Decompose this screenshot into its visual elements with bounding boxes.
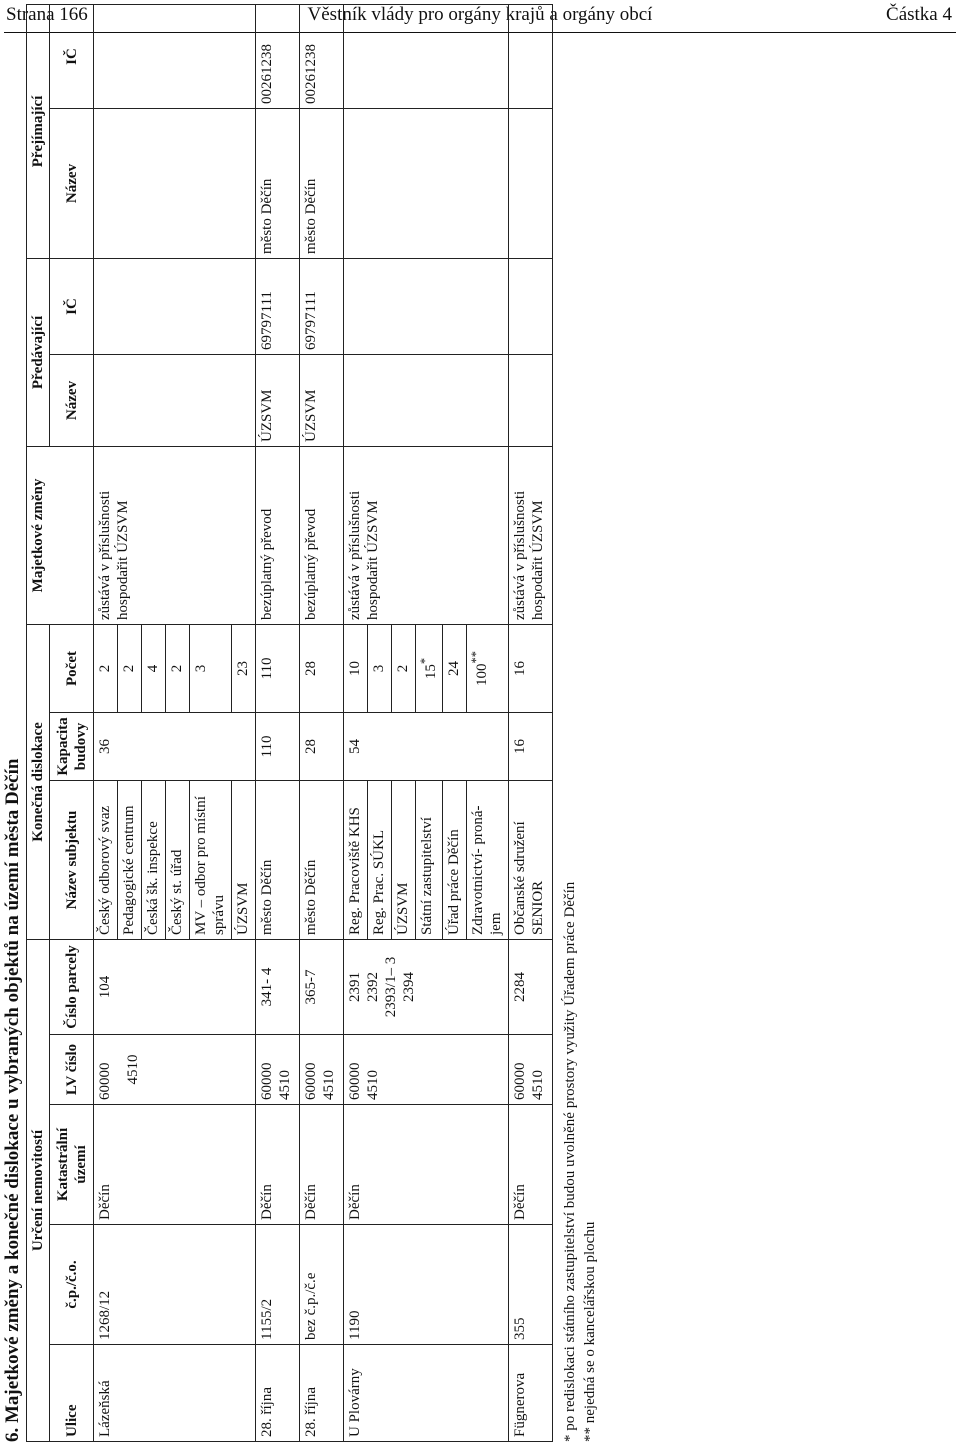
cell-subject: ÚZSVM bbox=[392, 781, 416, 940]
lv-number: 60000 bbox=[259, 1062, 275, 1100]
cell-ulice: 28. října bbox=[256, 1345, 300, 1442]
cell-subject: Český odborový svaz bbox=[94, 781, 118, 940]
col-header-prej-ic: IČ bbox=[50, 4, 94, 108]
parcel-number: 2391 bbox=[347, 972, 363, 1002]
cell-count: 3 bbox=[190, 624, 232, 712]
cell-majetkove: bezúplatný převod bbox=[300, 446, 344, 624]
table-row bbox=[256, 4, 300, 1441]
cell-pred-ic: 69797111 bbox=[300, 258, 344, 354]
lv-number-2: 4510 bbox=[277, 1070, 293, 1100]
cell-pred-ic: 69797111 bbox=[256, 258, 300, 354]
group-header-prejimajici: Přejímající bbox=[27, 4, 50, 258]
parcel-number: 2394 bbox=[401, 972, 417, 1002]
cell-subject: Česká šk. inspekce bbox=[142, 781, 166, 940]
cell-count: 2 bbox=[118, 624, 142, 712]
cell-count: 10 bbox=[344, 624, 368, 712]
col-header-ulice: Ulice bbox=[50, 1345, 94, 1442]
cell-subject: Úřad práce Děčín bbox=[443, 781, 467, 940]
publication-title: Věstník vlády pro orgány krajů a orgány obcí bbox=[307, 4, 653, 25]
cell-subject: Reg. Prac. SÚKL bbox=[368, 781, 392, 940]
lv-number: 60000 bbox=[97, 1062, 113, 1100]
cell-parcela: 341- 4 bbox=[256, 940, 300, 1035]
group-header-konecna: Konečná dislokace bbox=[27, 624, 50, 939]
cell-prej-ic bbox=[344, 4, 509, 108]
lv-number: 60000 bbox=[512, 1062, 528, 1100]
cell-prej-nazev bbox=[94, 108, 256, 258]
col-header-nazev-subjektu: Název subjektu bbox=[50, 781, 94, 940]
col-header-lv: LV číslo bbox=[50, 1035, 94, 1105]
col-header-cp: č.p./č.o. bbox=[50, 1225, 94, 1345]
cell-kapacita: 36 bbox=[94, 713, 256, 781]
cell-pred-nazev bbox=[94, 354, 256, 446]
cell-lv bbox=[300, 1035, 344, 1105]
cell-subject: město Děčín bbox=[300, 781, 344, 940]
cell-ulice: 28. října bbox=[300, 1345, 344, 1442]
col-header-parcela: Číslo parcely bbox=[50, 940, 94, 1035]
cell-count: 3 bbox=[368, 624, 392, 712]
cell-prej-nazev: město Děčín bbox=[256, 108, 300, 258]
cell-cp: 1190 bbox=[344, 1225, 509, 1345]
cell-subject: Občanské sdružení SENIOR bbox=[509, 781, 553, 940]
col-header-katastr: Katastrální území bbox=[50, 1105, 94, 1225]
cell-prej-nazev bbox=[344, 108, 509, 258]
cell-prej-nazev bbox=[509, 108, 553, 258]
table-row bbox=[509, 4, 553, 1441]
cell-katastr: Děčín bbox=[300, 1105, 344, 1225]
cell-cp: bez č.p./č.e bbox=[300, 1225, 344, 1345]
cell-ulice: Lázeňská bbox=[94, 1345, 256, 1442]
cell-subject: Zdravotnictví- proná-jem bbox=[467, 781, 509, 940]
issue-number: Částka 4 bbox=[886, 4, 952, 25]
cell-pred-ic bbox=[509, 258, 553, 354]
group-header-urceni: Určení nemovitostí bbox=[27, 940, 50, 1442]
cell-pred-nazev bbox=[509, 354, 553, 446]
cell-prej-ic bbox=[509, 4, 553, 108]
cell-majetkove: zůstává v příslušnosti hospodařit ÚZSVM bbox=[344, 446, 509, 624]
cell-kapacita: 110 bbox=[256, 713, 300, 781]
cell-ulice: U Plovárny bbox=[344, 1345, 509, 1442]
cell-subject: Český st. úřad bbox=[166, 781, 190, 940]
page-number: Strana 166 bbox=[6, 4, 88, 25]
cell-count bbox=[467, 624, 509, 712]
cell-count: 2 bbox=[166, 624, 190, 712]
cell-subject: Reg. Pracoviště KHS bbox=[344, 781, 368, 940]
cell-kapacita: 16 bbox=[509, 713, 553, 781]
group-header-majetkove: Majetkové změny bbox=[27, 446, 94, 624]
cell-subject: Státní zastupitelství bbox=[416, 781, 443, 940]
cell-cp: 1155/2 bbox=[256, 1225, 300, 1345]
cell-katastr: Děčín bbox=[344, 1105, 509, 1225]
table-row bbox=[300, 4, 344, 1441]
cell-majetkove: zůstává v příslušnosti hospodařit ÚZSVM bbox=[509, 446, 553, 624]
parcel-number: 2393/1– 3 bbox=[383, 956, 399, 1018]
col-header-pred-ic: IČ bbox=[50, 258, 94, 354]
col-header-prej-nazev: Název bbox=[50, 108, 94, 258]
cell-subject: ÚZSVM bbox=[232, 781, 256, 940]
cell-prej-ic: 00261238 bbox=[300, 4, 344, 108]
count-value: 100 bbox=[474, 663, 490, 686]
count-value: 15 bbox=[423, 664, 439, 680]
cell-count: 28 bbox=[300, 624, 344, 712]
cell-katastr: Děčín bbox=[256, 1105, 300, 1225]
cell-count: 2 bbox=[94, 624, 118, 712]
cell-lv bbox=[256, 1035, 300, 1105]
cell-pred-ic bbox=[344, 258, 509, 354]
cell-cp: 1268/12 bbox=[94, 1225, 256, 1345]
lv-number: 60000 bbox=[347, 1062, 363, 1100]
footnote-1: * po redislokaci státního zastupitelství budou uvolněné prostory využity Úřadem práce Děčín bbox=[562, 881, 578, 1442]
cell-prej-nazev: město Děčín bbox=[300, 108, 344, 258]
cell-lv bbox=[94, 1035, 256, 1105]
cell-lv bbox=[509, 1035, 553, 1105]
cell-parcela: 365-7 bbox=[300, 940, 344, 1035]
cell-majetkove: bezúplatný převod bbox=[256, 446, 300, 624]
section-title: 6. Majetkové změny a konečné dislokace u vybraných objektů na území města Děčín bbox=[2, 758, 23, 1442]
lv-number-2: 4510 bbox=[321, 1070, 337, 1100]
cell-count: 23 bbox=[232, 624, 256, 712]
cell-kapacita: 28 bbox=[300, 713, 344, 781]
cell-prej-ic: 00261238 bbox=[256, 4, 300, 108]
cell-majetkove: zůstává v příslušnosti hospodařit ÚZSVM bbox=[94, 446, 256, 624]
cell-lv bbox=[344, 1035, 509, 1105]
cell-pred-nazev bbox=[344, 354, 509, 446]
cell-ulice: Fügnerova bbox=[509, 1345, 553, 1442]
dislocation-table bbox=[26, 4, 553, 1442]
footnote-2: ** nejedná se o kancelářskou plochu bbox=[582, 1221, 598, 1442]
cell-kapacita: 54 bbox=[344, 713, 509, 781]
cell-count: 24 bbox=[443, 624, 467, 712]
table-row bbox=[344, 4, 368, 1441]
cell-pred-ic bbox=[94, 258, 256, 354]
cell-prej-ic bbox=[94, 4, 256, 108]
rotated-content bbox=[0, 42, 620, 1442]
count-footnote-mark: * bbox=[418, 657, 432, 665]
parcel-number: 2392 bbox=[365, 972, 381, 1002]
cell-parcela: 2284 bbox=[509, 940, 553, 1035]
col-header-kapacita: Kapacita budovy bbox=[50, 713, 94, 781]
cell-subject: město Děčín bbox=[256, 781, 300, 940]
cell-subject: MV – odbor pro místní správu bbox=[190, 781, 232, 940]
cell-subject: Pedagogické centrum bbox=[118, 781, 142, 940]
cell-katastr: Děčín bbox=[94, 1105, 256, 1225]
lv-number-2: 4510 bbox=[125, 1054, 141, 1085]
col-header-pocet: Počet bbox=[50, 624, 94, 712]
cell-count: 2 bbox=[392, 624, 416, 712]
cell-count bbox=[416, 624, 443, 712]
cell-pred-nazev: ÚZSVM bbox=[300, 354, 344, 446]
lv-number: 60000 bbox=[303, 1062, 319, 1100]
lv-number-2: 4510 bbox=[530, 1070, 546, 1100]
group-header-predavajici: Předávající bbox=[27, 258, 50, 446]
cell-cp: 355 bbox=[509, 1225, 553, 1345]
cell-parcela bbox=[344, 940, 509, 1035]
cell-parcela: 104 bbox=[94, 940, 256, 1035]
cell-count: 110 bbox=[256, 624, 300, 712]
count-footnote-mark: ** bbox=[469, 651, 483, 664]
cell-count: 4 bbox=[142, 624, 166, 712]
cell-count: 16 bbox=[509, 624, 553, 712]
cell-pred-nazev: ÚZSVM bbox=[256, 354, 300, 446]
cell-katastr: Děčín bbox=[509, 1105, 553, 1225]
col-header-pred-nazev: Název bbox=[50, 354, 94, 446]
table-row bbox=[94, 4, 118, 1441]
lv-number-2: 4510 bbox=[365, 1070, 381, 1100]
